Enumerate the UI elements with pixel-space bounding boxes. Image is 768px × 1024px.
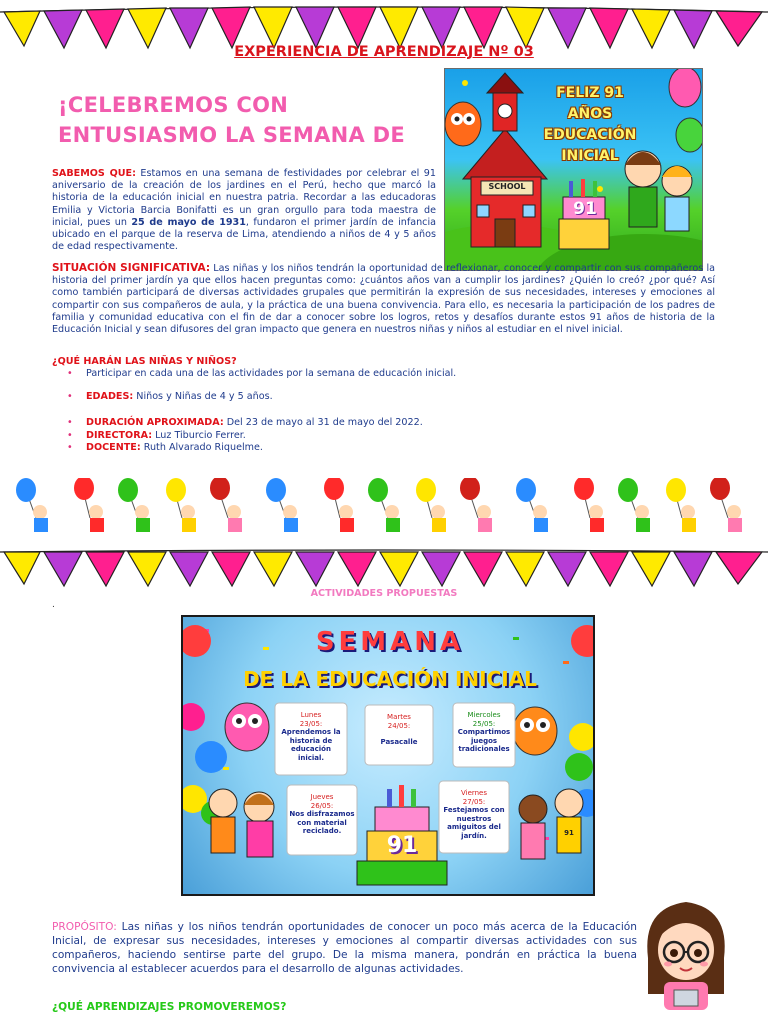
actividades-title: ACTIVIDADES PROPUESTAS bbox=[310, 588, 458, 599]
kids-balloons-border bbox=[10, 478, 760, 546]
list-item: • Participar en cada una de las actividades por la semana de educación inicial. bbox=[52, 368, 712, 380]
situacion-paragraph bbox=[52, 262, 715, 336]
card-lunes: Lunes 23/05: Aprendemos la historia de educación inicial. bbox=[281, 711, 341, 762]
sabemos-paragraph bbox=[52, 168, 436, 253]
situacion-text: Las niñas y los niños tendrán la oportunidad de reflexionar, conocer y compartir con sus compañeros la historia del primer jardín ya que ellos hacen preguntas como: ¿cuántos años van a cumplir los jardines? ¿Quién lo creó? ¿por qué? Así como también participará de diversas actividades grupales que permitirán la expresión de sus necesidades, intereses y emociones al compartir con sus compañeros de aula, y la práctica de una buena convivencia. Para ello, es necesaria la participación de los padres de familia y comunidad educativa con el fin de dar a conocer sobre los logros, retos y desafíos durante estos 91 años de historia de la Educación Inicial y sean difusores del gran impacto que genera en nuestros niñas y niños al estudiar en el nivel inicial. bbox=[52, 263, 715, 336]
poster2-title-line1: SEMANA bbox=[315, 627, 465, 657]
que-haran-list bbox=[52, 368, 712, 454]
list-item: • DOCENTE: Ruth Alvarado Riquelme. bbox=[52, 442, 712, 454]
que-haran-heading: ¿QUÉ HARÁN LAS NIÑAS Y NIÑOS? bbox=[52, 356, 237, 367]
sabemos-text: Estamos en una semana de festividades por celebrar el 91 aniversario de la creación de los jardines en el Perú, hecho que marcó la historia de la educación inicial en nuestra patria. Recordar a las educadoras Emilia y Victoria Barcia Bonifatti es un gran orgullo para toda maestra de inicial, pues un bbox=[52, 168, 436, 228]
poster2-title-line2: DE LA EDUCACIÓN INICIAL bbox=[243, 667, 537, 691]
cake-number: 91 bbox=[573, 199, 597, 219]
school-sign: SCHOOL bbox=[488, 182, 526, 191]
card-viernes: Viernes 27/05: Festejamos con nuestros amiguitos del jardín. bbox=[443, 789, 505, 840]
sabemos-text-end: , fundaron el primer jardín de infancia ubicado en el parque de la reserva de Lima, atendiendo a niños de 4 y 5 años de edad respectivamente. bbox=[52, 216, 437, 253]
list-item: • DIRECTORA: Luz Tiburcio Ferrer. bbox=[52, 430, 712, 442]
poster2-cake-number: 91 bbox=[386, 833, 418, 858]
main-heading: ¡CELEBREMOS CON ENTUSIASMO LA SEMANA DE bbox=[58, 93, 406, 147]
bunting-middle bbox=[0, 548, 768, 592]
poster-semana-educacion-inicial bbox=[181, 615, 595, 896]
sabemos-label: SABEMOS QUE: bbox=[52, 168, 136, 179]
poster1-line1: FELIZ 91 AÑOS bbox=[556, 85, 624, 122]
list-item: • EDADES: Niños y Niñas de 4 y 5 años. bbox=[52, 391, 712, 403]
proposito-text: Las niñas y los niños tendrán oportunidades de conocer un poco más acerca de la Educación Inicial, de expresar sus necesidades, intereses y emociones al compartir diversas actividades con sus compañeros, haciendo sentirse parte del grupo. De la misma manera, pondrán en práctica la buena convivencia al establecer acuerdos para el desarrollo de algunas actividades. bbox=[52, 921, 637, 975]
founding-date: 25 de mayo de 1931 bbox=[131, 216, 246, 228]
stray-dot: . bbox=[52, 600, 55, 610]
shirt-number: 91 bbox=[564, 829, 574, 837]
situacion-label: SITUACIÓN SIGNIFICATIVA: bbox=[52, 262, 211, 274]
card-miercoles: Miercoles 25/05: Compartimos juegos tradicionales bbox=[457, 711, 511, 753]
card-martes: Martes 24/05: Pasacalle bbox=[380, 713, 418, 746]
list-item: • DURACIÓN APROXIMADA: Del 23 de mayo al 31 de mayo del 2022. bbox=[52, 417, 712, 429]
proposito-label: PROPÓSITO: bbox=[52, 921, 117, 933]
poster1-line3: INICIAL bbox=[561, 148, 619, 164]
teacher-avatar bbox=[642, 898, 730, 1010]
document-title: EXPERIENCIA DE APRENDIZAJE Nº 03 bbox=[234, 44, 534, 60]
proposito-paragraph bbox=[52, 920, 637, 976]
card-jueves: Jueves 26/05: Nos disfrazamos con material reciclado. bbox=[289, 793, 355, 835]
poster-feliz-91-anos bbox=[444, 68, 703, 271]
poster1-line2: EDUCACIÓN bbox=[543, 127, 637, 143]
aprendizajes-heading: ¿QUÉ APRENDIZAJES PROMOVEREMOS? bbox=[52, 1001, 287, 1013]
